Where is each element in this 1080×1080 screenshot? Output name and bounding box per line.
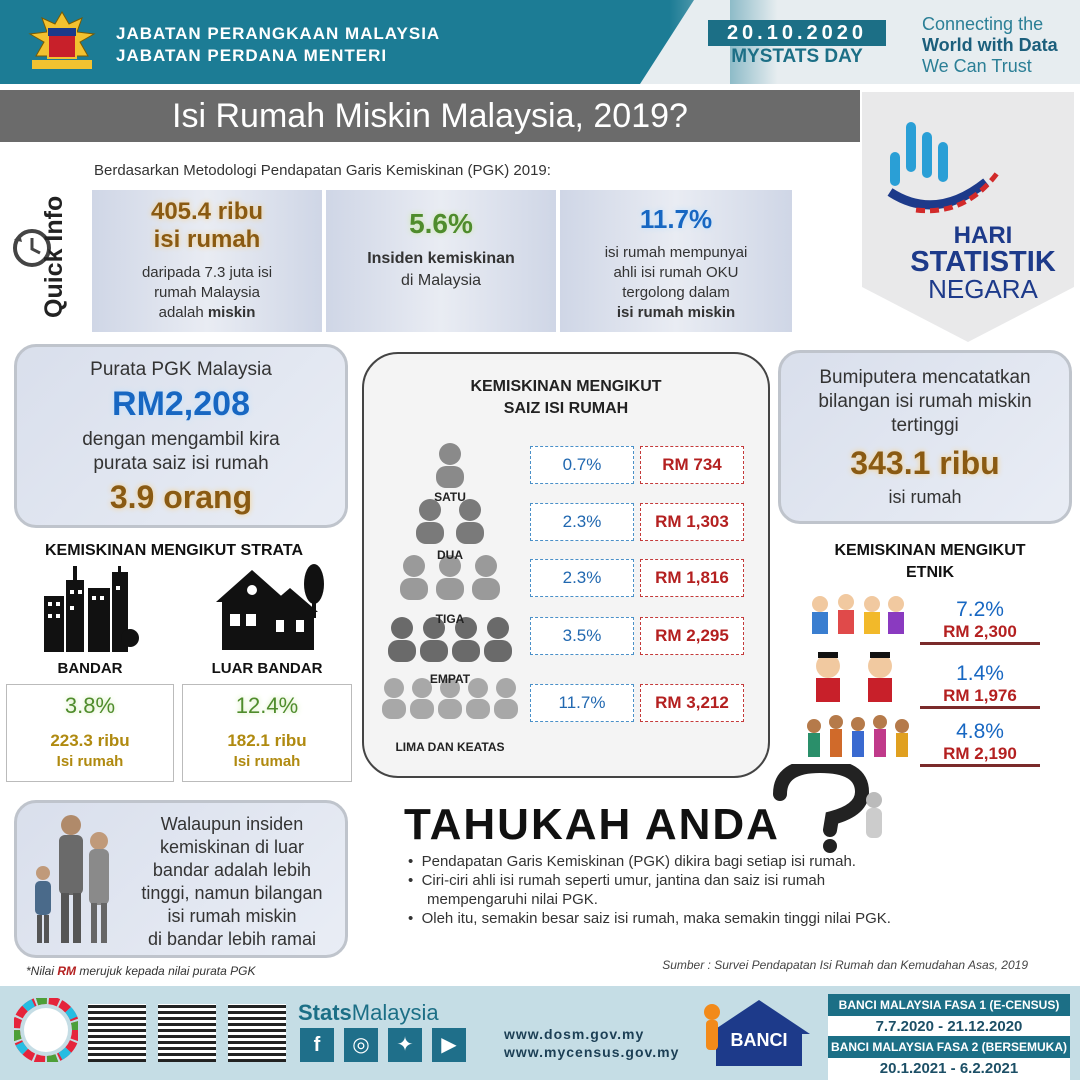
avg-household-size: 3.9 orang: [109, 479, 253, 515]
strata-luar-box: [182, 684, 352, 782]
quick-info-box-households: [92, 190, 322, 332]
size-5-pgk: RM 3,212: [640, 684, 744, 722]
strata-bandar-label: BANDAR: [57, 660, 123, 677]
etnik-2-pct: 1.4%: [956, 662, 1004, 685]
household-size-title1: KEMISKINAN MENGIKUT: [470, 378, 662, 395]
strata-luar-label: LUAR BANDAR: [211, 660, 323, 677]
statsmalaysia-brand: [298, 1000, 439, 1026]
poor-family-icon: [27, 811, 117, 951]
logo-text-hari: HARI: [953, 222, 1013, 249]
qr-code-2[interactable]: [158, 1004, 216, 1062]
event-date: 20.10.2020: [708, 20, 886, 46]
households-text3b: miskin: [207, 304, 256, 321]
households-text3a: adalah: [158, 304, 204, 321]
avg-pgk-value: RM2,208: [112, 385, 250, 423]
size-label-2: DUA: [437, 548, 463, 562]
quick-info-intro: Berdasarkan Metodologi Pendapatan Garis Kemiskinan (PGK) 2019:: [94, 162, 551, 179]
brand-malaysia: Malaysia: [351, 1000, 439, 1025]
qr-code-1[interactable]: [88, 1004, 146, 1062]
etnik-3-pct: 4.8%: [956, 720, 1004, 743]
ethnic-groups-people-icon: [800, 592, 914, 772]
logo-text-statistik: STATISTIK: [910, 246, 1056, 278]
tahukah-bullet-2-text: Ciri-ciri ahli isi rumah seperti umur, jantina dan saiz isi rumah: [421, 872, 826, 889]
bandar-unit: Isi rumah: [56, 753, 124, 770]
bumiputera-text1: Bumiputera mencatatkan: [819, 367, 1031, 388]
size-4-pct: 3.5%: [530, 617, 634, 655]
size-4-pgk: RM 2,295: [640, 617, 744, 655]
avg-pgk-label: Purata PGK Malaysia: [90, 359, 272, 380]
luar-unit: Isi rumah: [233, 753, 301, 770]
website-link-dosm[interactable]: www.dosm.gov.my: [504, 1026, 645, 1042]
note-line4: tinggi, namun bilangan: [141, 883, 323, 903]
logo-text-negara: NEGARA: [928, 274, 1038, 304]
size-label-5: LIMA DAN KEATAS: [395, 740, 505, 754]
banci-phase2-dates: 20.1.2021 - 6.2.2021: [828, 1058, 1070, 1080]
city-buildings-icon: [40, 566, 140, 654]
size-3-pct: 2.3%: [530, 559, 634, 597]
tahukah-title: TAHUKAH ANDA: [404, 800, 780, 849]
size-2-pct: 2.3%: [530, 503, 634, 541]
footnote: [26, 964, 255, 978]
etnik-1-pct: 7.2%: [956, 598, 1004, 621]
tahukah-bullets: [408, 852, 1008, 928]
sdg-wheel-icon: [14, 998, 78, 1062]
tahukah-bullet-3: • Oleh itu, semakin besar saiz isi rumah, maka semakin tinggi nilai PGK.: [408, 910, 891, 927]
source-text: Sumber : Survei Pendapatan Isi Rumah dan Kemudahan Asas, 2019: [662, 958, 1028, 972]
oku-text1: isi rumah mempunyai: [604, 244, 748, 261]
households-unit: isi rumah: [153, 226, 261, 253]
etnik-1-pgk: RM 2,300: [920, 622, 1040, 645]
etnik-3-pgk: RM 2,190: [920, 744, 1040, 767]
luar-count: 182.1 ribu: [227, 731, 307, 750]
oku-text2: ahli isi rumah OKU: [613, 264, 739, 281]
etnik-title1: KEMISKINAN MENGIKUT: [834, 542, 1026, 559]
tagline-line1: Connecting the: [922, 14, 1044, 34]
instagram-icon[interactable]: ◎: [344, 1028, 378, 1062]
qr-code-3[interactable]: [228, 1004, 286, 1062]
size-1-pgk: RM 734: [640, 446, 744, 484]
size-label-4: EMPAT: [429, 672, 471, 686]
tagline-line3: We Can Trust: [922, 56, 1032, 76]
org-name-line1: JABATAN PERANGKAAN MALAYSIA: [116, 24, 441, 43]
bumiputera-unit: isi rumah: [888, 487, 962, 507]
oku-text4: isi rumah miskin: [616, 304, 736, 321]
rural-house-icon: [212, 562, 328, 654]
brand-stats: Stats: [298, 1000, 352, 1025]
note-line1: Walaupun insiden: [160, 814, 304, 834]
avg-pgk-text2: purata saiz isi rumah: [93, 453, 269, 474]
question-mark-figure-icon: [770, 764, 900, 854]
family-size-people-icon: [378, 438, 522, 738]
rural-urban-note-panel: [14, 800, 348, 958]
tagline-line2: World with Data: [922, 35, 1058, 55]
org-name-line2: JABATAN PERDANA MENTERI: [116, 46, 388, 65]
tahukah-bullet-2-cont: mempengaruhi nilai PGK.: [427, 891, 598, 908]
size-5-pct: 11.7%: [530, 684, 634, 722]
quick-info-label: Quick Info: [40, 195, 68, 318]
banci-phase1-dates: 7.7.2020 - 21.12.2020: [828, 1016, 1070, 1038]
tahukah-bullet-1: • Pendapatan Garis Kemiskinan (PGK) dikira bagi setiap isi rumah.: [408, 853, 856, 870]
note-line5: isi rumah miskin: [167, 906, 297, 926]
note-line6: di bandar lebih ramai: [147, 929, 317, 949]
avg-pgk-text1: dengan mengambil kira: [82, 429, 280, 450]
bumiputera-text3: tertinggi: [891, 415, 959, 436]
incidence-text2: di Malaysia: [400, 272, 482, 289]
facebook-icon[interactable]: f: [300, 1028, 334, 1062]
size-label-3: TIGA: [435, 612, 465, 626]
oku-value: 11.7%: [639, 204, 713, 234]
tahukah-bullet-2: • Ciri-ciri ahli isi rumah seperti umur, jantina dan saiz isi rumah: [408, 872, 826, 889]
households-count: 405.4 ribu: [150, 198, 264, 225]
note-text: [117, 813, 347, 951]
tahukah-bullet-1-text: Pendapatan Garis Kemiskinan (PGK) dikira bagi setiap isi rumah.: [421, 853, 856, 870]
footnote-post: merujuk kepada nilai purata PGK: [76, 964, 256, 978]
banci-phase2-label: BANCI MALAYSIA FASA 2 (BERSEMUKA): [828, 1036, 1070, 1058]
page-title: Isi Rumah Miskin Malaysia, 2019?: [172, 97, 688, 135]
quick-info-box-oku: [560, 190, 792, 332]
incidence-value: 5.6%: [409, 208, 473, 239]
youtube-icon[interactable]: ▶: [432, 1028, 466, 1062]
households-text3: [92, 304, 322, 322]
twitter-icon[interactable]: ✦: [388, 1028, 422, 1062]
etnik-2-pgk: RM 1,976: [920, 686, 1040, 709]
note-line3: bandar adalah lebih: [152, 860, 312, 880]
footnote-rm: RM: [57, 964, 77, 978]
footnote-pre: *Nilai: [26, 964, 58, 978]
note-line2: kemiskinan di luar: [159, 837, 305, 857]
tahukah-bullet-3-text: Oleh itu, semakin besar saiz isi rumah, maka semakin tinggi nilai PGK.: [421, 910, 891, 927]
bandar-count: 223.3 ribu: [50, 731, 130, 750]
strata-title: KEMISKINAN MENGIKUT STRATA: [44, 542, 304, 559]
households-text1: daripada 7.3 juta isi: [141, 264, 273, 281]
luar-pct: 12.4%: [235, 693, 299, 718]
household-size-title2: SAIZ ISI RUMAH: [503, 400, 629, 417]
size-3-pgk: RM 1,816: [640, 559, 744, 597]
oku-text3: tergolong dalam: [622, 284, 730, 301]
banci-phase1-label: BANCI MALAYSIA FASA 1 (E-CENSUS): [828, 994, 1070, 1016]
banci-logo-text: BANCI: [730, 1030, 788, 1050]
size-1-pct: 0.7%: [530, 446, 634, 484]
bumiputera-text2: bilangan isi rumah miskin: [818, 391, 1032, 412]
avg-pgk-panel: [14, 344, 348, 528]
bandar-pct: 3.8%: [64, 693, 116, 718]
bumiputera-value: 343.1 ribu: [850, 445, 1000, 481]
quick-info-box-incidence: [326, 190, 556, 332]
size-2-pgk: RM 1,303: [640, 503, 744, 541]
event-name: MYSTATS DAY: [731, 46, 863, 67]
strata-bandar-box: [6, 684, 174, 782]
statistik-hand-icon: [876, 112, 1006, 224]
etnik-title2: ETNIK: [906, 564, 954, 581]
incidence-text1: Insiden kemiskinan: [367, 250, 515, 267]
bumiputera-panel: [778, 350, 1072, 524]
size-label-1: SATU: [434, 490, 466, 504]
coat-of-arms-icon: [22, 10, 102, 72]
households-text2: rumah Malaysia: [154, 284, 260, 301]
website-link-mycensus[interactable]: www.mycensus.gov.my: [504, 1044, 680, 1060]
